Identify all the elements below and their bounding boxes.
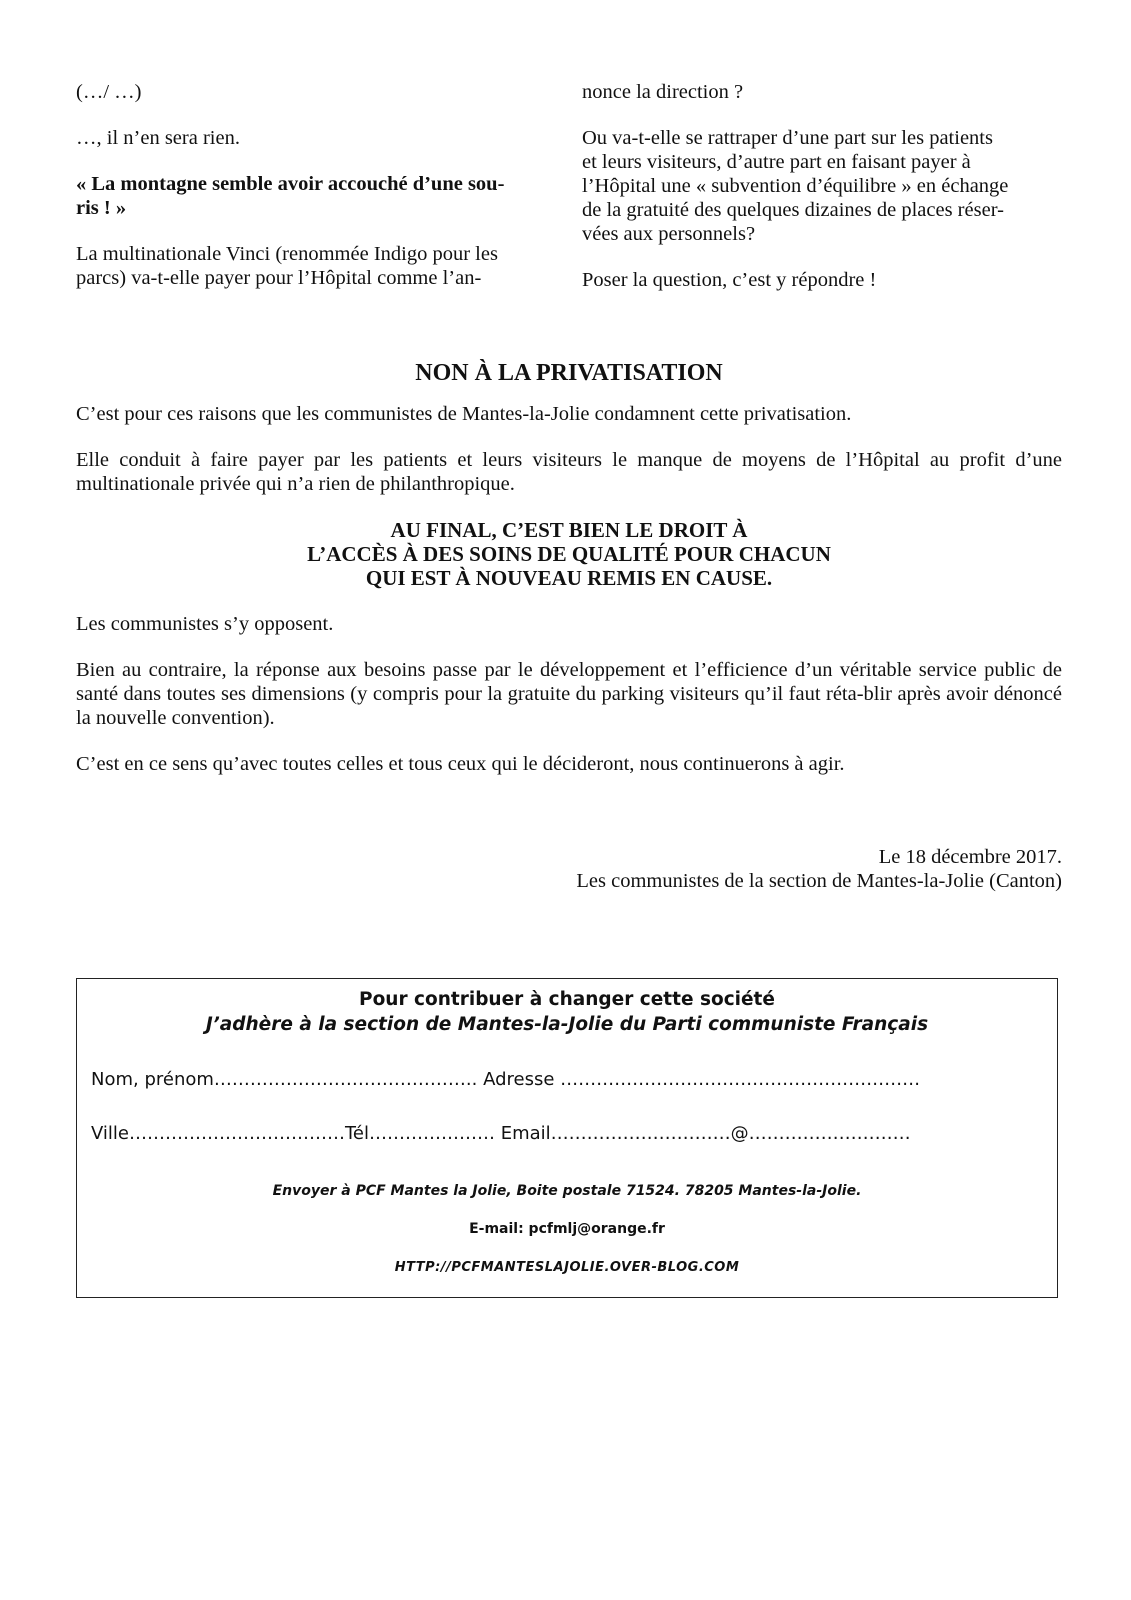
- form-line-name-address: Nom, prénom…………………………………….. Adresse ……………………………………………………: [91, 1069, 921, 1090]
- membership-form-box: [76, 978, 1058, 1298]
- body-paragraph-3: Les communistes s’y opposent.: [76, 613, 334, 635]
- section-title: NON À LA PRIVATISATION: [415, 360, 723, 386]
- body-paragraph-5: C’est en ce sens qu’avec toutes celles et tous ceux qui le décideront, nous continuerons à agir.: [76, 753, 845, 775]
- body-paragraph-4: Bien au contraire, la réponse aux besoins passe par le développement et l’efficience d’un véritable service public de santé dans toutes ses dimensions (y compris pour la gratuite du parking visiteurs qu’il faut réta-blir après avoir dénoncé la nouvelle convention).: [76, 659, 1062, 729]
- signature-date: Le 18 décembre 2017.: [878, 846, 1062, 868]
- answer-paragraph: Poser la question, c’est y répondre !: [582, 269, 877, 291]
- mountain-quote: « La montagne semble avoir accouché d’une sou- ris ! »: [76, 173, 505, 219]
- form-heading-1: Pour contribuer à changer cette société: [359, 989, 775, 1010]
- right-column: [582, 80, 1052, 314]
- signature-block: [76, 845, 1062, 893]
- postal-address: Envoyer à PCF Mantes la Jolie, Boite postale 71524. 78205 Mantes-la-Jolie.: [272, 1183, 862, 1199]
- two-column-intro: [76, 80, 1062, 310]
- direction-paragraph: nonce la direction ?: [582, 81, 744, 103]
- nothing-paragraph: …, il n’en sera rien.: [76, 127, 240, 149]
- vinci-paragraph: La multinationale Vinci (renommée Indigo pour les parcs) va-t-elle payer pour l’Hôpital comme l’an-: [76, 243, 498, 289]
- contact-email: E-mail: pcfmlj@orange.fr: [469, 1221, 665, 1237]
- left-column: [76, 80, 546, 312]
- body-paragraph-1: C’est pour ces raisons que les communistes de Mantes-la-Jolie condamnent cette privatisation.: [76, 403, 852, 425]
- website-url: HTTP://PCFMANTESLAJOLIE.OVER-BLOG.COM: [394, 1260, 740, 1275]
- body-paragraph-2: Elle conduit à faire payer par les patients et leurs visiteurs le manque de moyens de l’Hôpital au profit d’une multinationale privée qui n’a rien de philanthropique.: [76, 449, 1062, 495]
- main-body: [76, 402, 1062, 798]
- ellipsis-paragraph: (…/ …): [76, 81, 142, 103]
- signature-author: Les communistes de la section de Mantes-la-Jolie (Canton): [576, 870, 1062, 892]
- form-line-city-phone-email: Ville………………………………Tél………………… Email…………………………@………………………: [91, 1123, 911, 1144]
- form-heading-2: J’adhère à la section de Mantes-la-Jolie du Parti communiste Français: [205, 1014, 929, 1035]
- emphasis-block: AU FINAL, C’EST BIEN LE DROIT À L’ACCÈS À DES SOINS DE QUALITÉ POUR CHACUN QUI EST À NOUVEAU REMIS EN CAUSE.: [307, 518, 831, 590]
- question-paragraph: Ou va-t-elle se rattraper d’une part sur les patients et leurs visiteurs, d’autre part en faisant payer à l’Hôpital une « subvention d’équilibre » en échange de la gratuité des quelques dizaines de places réser- vées aux personnels?: [582, 127, 1009, 245]
